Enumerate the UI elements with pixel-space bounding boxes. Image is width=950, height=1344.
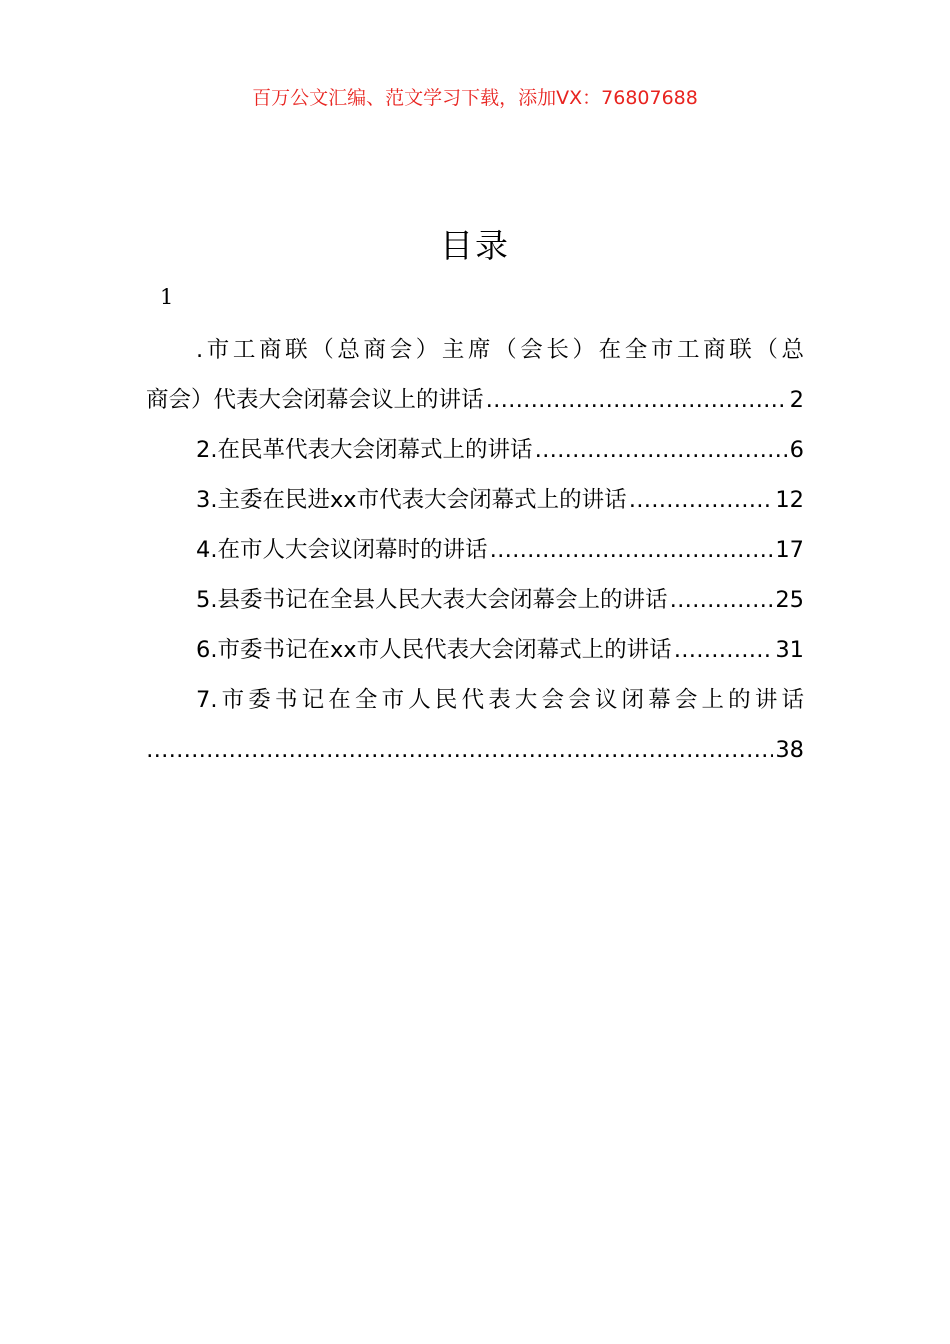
toc-entry-6[interactable] [146,625,804,675]
toc-number-marker: 1 [160,285,174,309]
toc-entry-text: 6.市委书记在xx市人民代表大会闭幕式上的讲话 [196,637,672,663]
toc-entry-text: 7.市委书记在全市人民代表大会会议闭幕会上的讲话 [196,687,804,713]
dot-leader [669,575,773,625]
toc-entry-4[interactable] [146,525,804,575]
toc-entry-3[interactable] [146,475,804,525]
toc-page-number: 12 [775,487,804,513]
toc-page-number: 2 [789,387,804,413]
toc-list [146,325,804,775]
toc-page-number: 17 [775,537,804,563]
toc-entry-text: 3.主委在民进xx市代表大会闭幕式上的讲话 [196,487,627,513]
toc-entry-text: 2.在民革代表大会闭幕式上的讲话 [196,437,533,463]
toc-entry-text: 5.县委书记在全县人民大表大会闭幕会上的讲话 [196,587,668,613]
toc-entry-text: 商会）代表大会闭幕会议上的讲话 [146,387,484,413]
toc-page-number: 31 [775,637,804,663]
toc-entry-text: 4.在市人大会议闭幕时的讲话 [196,537,488,563]
dot-leader [674,625,774,675]
dot-leader [489,525,773,575]
toc-entry-text: .市工商联（总商会）主席（会长）在全市工商联（总 [196,337,804,363]
toc-entry-1-line-2[interactable] [146,375,804,425]
toc-page-number: 6 [789,437,804,463]
toc-title: 目录 [440,226,510,265]
toc-entry-2[interactable] [146,425,804,475]
dot-leader [629,475,774,525]
toc-entry-7-line-1[interactable] [146,675,804,725]
toc-entry-1-line-1[interactable] [146,325,804,375]
dot-leader [534,425,787,475]
toc-entry-5[interactable] [146,575,804,625]
dot-leader [146,725,773,775]
toc-page-number: 25 [775,587,804,613]
toc-page-number: 38 [775,737,804,763]
toc-entry-7-line-2[interactable] [146,725,804,775]
dot-leader [486,375,788,425]
header-watermark-note: 百万公文汇编、范文学习下载，添加VX：76807688 [252,87,698,109]
